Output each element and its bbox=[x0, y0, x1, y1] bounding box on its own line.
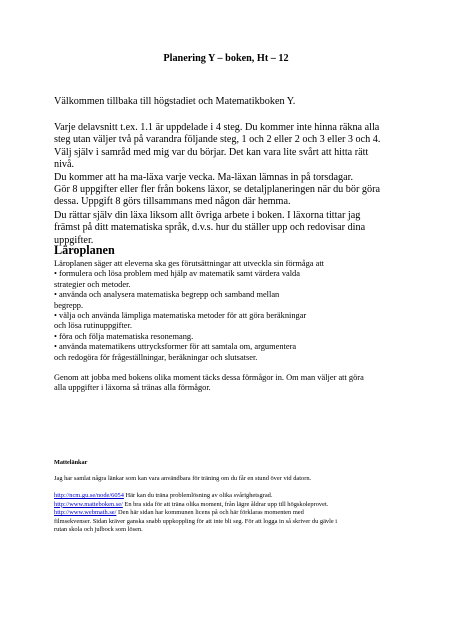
intro-paragraph bbox=[54, 122, 424, 209]
links-tail-line: rutan skola och julbock som lösen. bbox=[54, 526, 143, 534]
laroplan-line: Läroplanen säger att eleverna ska ges förutsättningar att utveckla sin förmåga att bbox=[54, 259, 324, 268]
link-row bbox=[54, 501, 424, 510]
intro-line: Varje delavsnitt t.ex. 1.1 är uppdelade i 4 steg. Du kommer inte hinna räkna alla bbox=[54, 122, 380, 133]
laroplan-heading: Läroplanen bbox=[54, 243, 115, 257]
moment-line: alla uppgifter i läxorna så tränas alla förmågor. bbox=[54, 383, 211, 393]
laroplan-line: • föra och följa matematiska resonemang. bbox=[54, 331, 194, 341]
intro-line: steg utan väljer två på varandra följande steg, 1 och 2 eller 2 och 3 eller 3 och 4. bbox=[54, 134, 381, 146]
links-heading: Mattelänkar bbox=[54, 459, 88, 466]
link-matteboken[interactable]: http://www.matteboken.se/ bbox=[54, 500, 123, 508]
links-list bbox=[54, 492, 424, 535]
laroplan-line: • använda matematikens uttrycksformer för att samtala om, argumentera bbox=[54, 342, 297, 352]
intro-line: Gör 8 uppgifter eller fler från bokens läxor, se detaljplaneringen när du bör göra bbox=[54, 184, 381, 196]
link-ncm[interactable]: http://ncm.gu.se/node/6054 bbox=[54, 492, 124, 499]
intro-line: dessa. Uppgift 8 görs tillsammans med någon där hemma. bbox=[54, 196, 291, 208]
link-row bbox=[54, 492, 424, 501]
links-tail-line: filmsekvenser. Sidan kräver ganska snabb uppkoppling för att inte bli seg. För att logga in så skriver du gävle i bbox=[54, 517, 338, 525]
laroplan-list bbox=[54, 259, 424, 363]
laroplan-line: strategier och metoder. bbox=[54, 279, 131, 289]
laroplan-line: och lösa rutinuppgifter. bbox=[54, 321, 132, 331]
link-description: En bra sida för att träna olika moment, från lägre åldrar upp till högskoleprovet. bbox=[122, 500, 329, 508]
laroplan-line: • välja och använda lämpliga matematiska metoder för att göra beräkningar bbox=[54, 311, 307, 321]
homework-paragraph bbox=[54, 210, 424, 247]
link-description: Den här sidan har kommunen licens på och här förklaras momenten med bbox=[116, 509, 304, 517]
laroplan-line: och redogöra för frågeställningar, beräkningar och slutsatser. bbox=[54, 352, 258, 362]
laroplan-line: begrepp. bbox=[54, 300, 84, 310]
homework-line: främst på ditt matematiska språk, d.v.s. hur du ställer upp och redovisar dina bbox=[54, 222, 366, 234]
link-description: Här kan du träna problemlösning av olika svårighetsgrad. bbox=[123, 492, 273, 499]
laroplan-line: • använda och analysera matematiska begrepp och samband mellan bbox=[54, 290, 280, 300]
laroplan-line: • formulera och lösa problem med hjälp av matematik samt värdera valda bbox=[54, 269, 300, 279]
links-intro: Jag har samlat några länkar som kan vara användbara för träning om du får en stund över vid datorn. bbox=[54, 475, 312, 482]
intro-line: Välj själv i samråd med mig var du börjar. Det kan vara lite svårt att hitta rätt bbox=[54, 146, 369, 158]
link-row bbox=[54, 509, 424, 518]
page-title: Planering Y – boken, Ht – 12 bbox=[163, 53, 289, 64]
intro-line: Du kommer att ha ma-läxa varje vecka. Ma-läxan lämnas in på torsdagar. bbox=[54, 171, 353, 183]
intro-line: nivå. bbox=[54, 159, 75, 171]
homework-line: uppgifter. bbox=[54, 234, 94, 246]
welcome-paragraph: Välkommen tillbaka till högstadiet och Matematikboken Y. bbox=[54, 96, 296, 107]
homework-line: Du rättar själv din läxa liksom allt övriga arbete i boken. I läxorna tittar jag bbox=[54, 210, 361, 221]
link-webmath[interactable]: http://www.webmath.se/ bbox=[54, 509, 117, 517]
moment-line: Genom att jobba med bokens olika moment täcks dessa förmågor in. Om man väljer att göra bbox=[54, 373, 364, 382]
moment-paragraph bbox=[54, 373, 424, 394]
